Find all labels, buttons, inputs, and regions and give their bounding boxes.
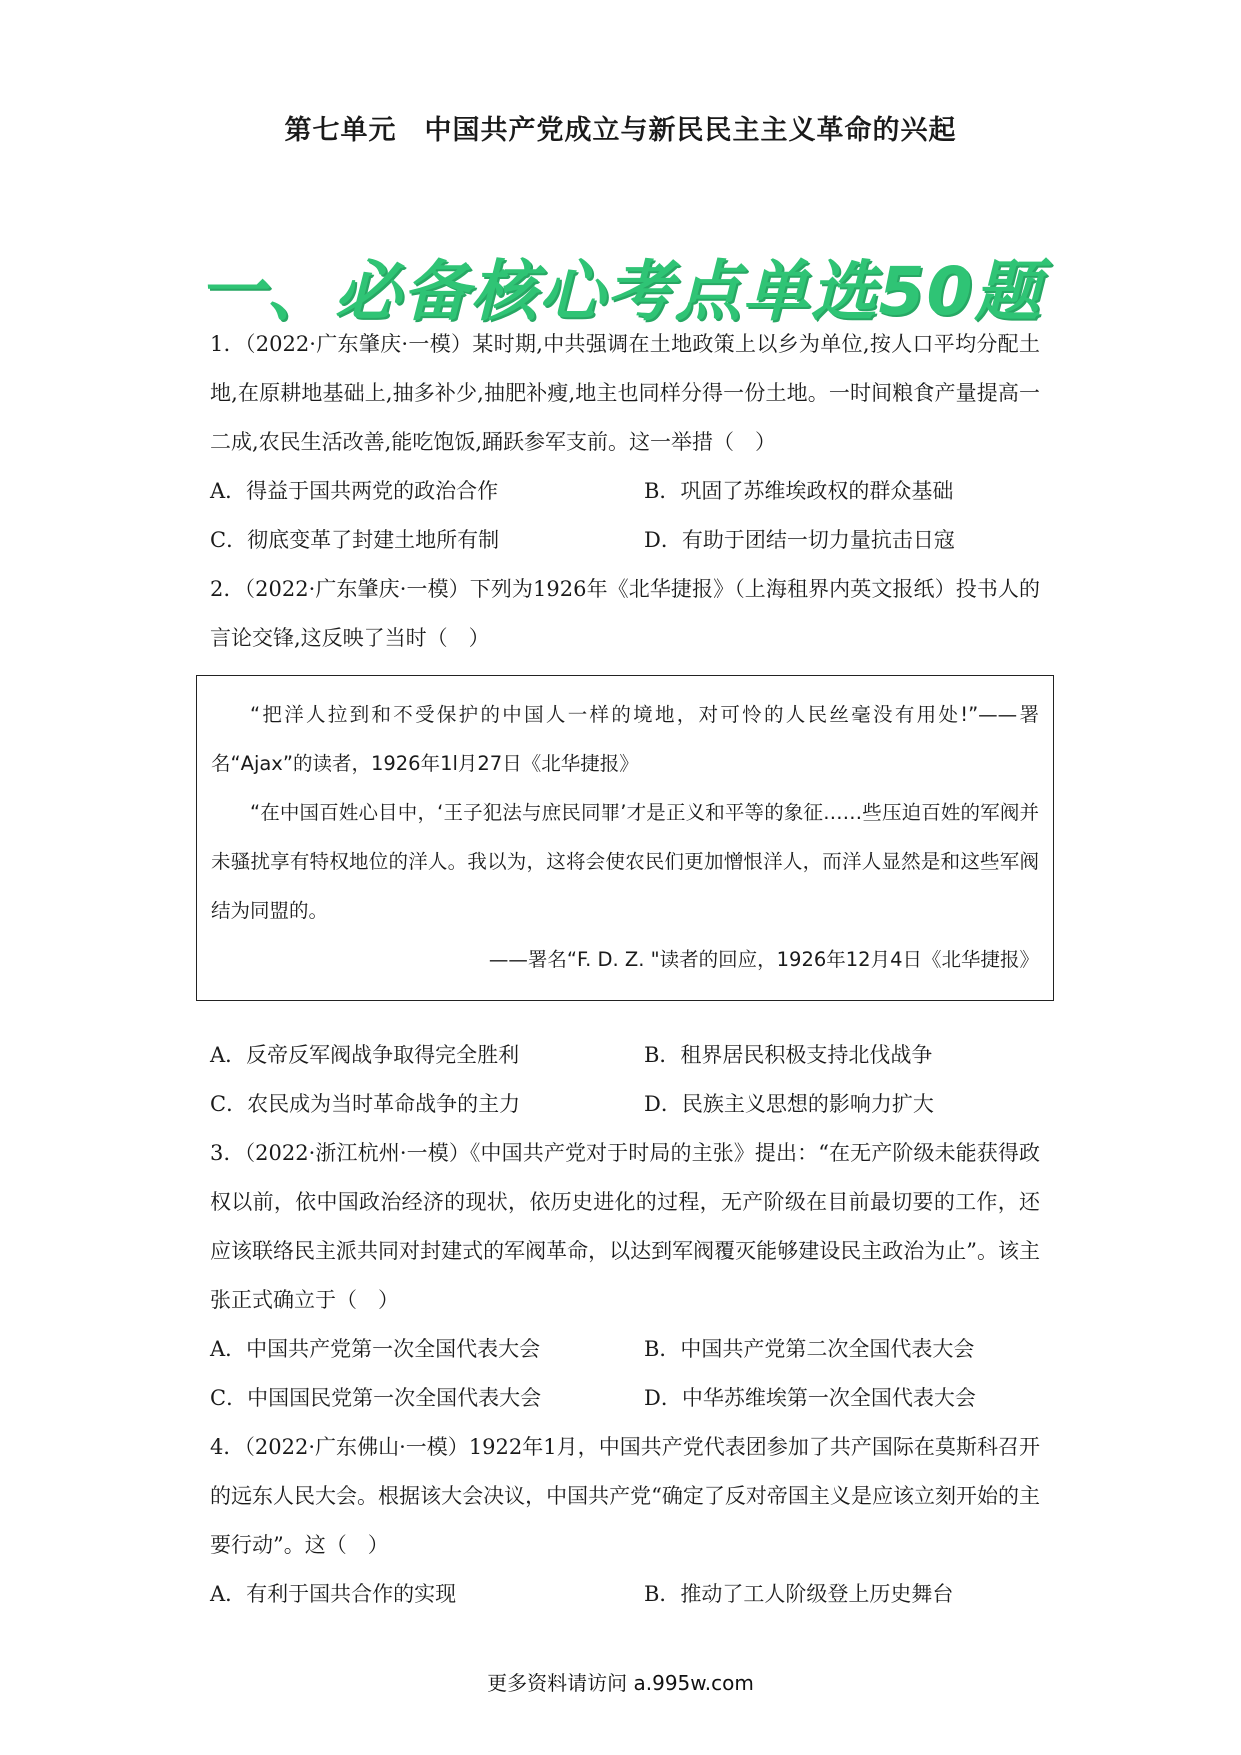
option-d[interactable]: D．中华苏维埃第一次全国代表大会 <box>644 1386 976 1410</box>
option-a[interactable]: A．有利于国共合作的实现 <box>210 1582 457 1606</box>
option-a[interactable]: A．中国共产党第一次全国代表大会 <box>210 1337 541 1361</box>
option-d[interactable]: D．民族主义思想的影响力扩大 <box>644 1092 934 1116</box>
option-b[interactable]: B．中国共产党第二次全国代表大会 <box>644 1337 975 1361</box>
quote-paragraph: “在中国百姓心目中，‘王子犯法与庶民同罪’才是正义和平等的象征……些压迫百姓的军阀并未骚扰享有特权地位的洋人。我以为，这将会使农民们更加憎恨洋人，而洋人显然是和这些军阀结为同盟的。 <box>211 801 1039 922</box>
option-b[interactable]: B．租界居民积极支持北伐战争 <box>644 1043 933 1067</box>
option-list <box>210 467 1040 565</box>
question-1 <box>210 320 1040 565</box>
source-quote-box <box>196 675 1054 1001</box>
question-stem: 4．（2022·广东佛山·一模）1922年1月，中国共产党代表团参加了共产国际在莫斯科召开的远东人民大会。根据该大会决议，中国共产党“确定了反对帝国主义是应该立刻开始的主要行动”。这（ ） <box>210 1435 1040 1557</box>
option-list <box>210 1325 1040 1423</box>
quote-attribution: ——署名“F. D. Z. "读者的回应，1926年12月4日《北华捷报》 <box>488 948 1039 971</box>
option-c[interactable]: C．农民成为当时革命战争的主力 <box>210 1092 521 1116</box>
question-stem: 2．（2022·广东肇庆·一模）下列为1926年《北华捷报》（上海租界内英文报纸）投书人的言论交锋,这反映了当时（ ） <box>210 577 1040 650</box>
question-stem: 3．（2022·浙江杭州·一模）《中国共产党对于时局的主张》提出：“在无产阶级未能获得政权以前，依中国政治经济的现状，依历史进化的过程，无产阶级在目前最切要的工作，还应该联络民主派共同对封建式的军阀革命，以达到军阀覆灭能够建设民主政治为止”。该主张正式确立于（ ） <box>210 1141 1040 1312</box>
option-d[interactable]: D．有助于团结一切力量抗击日寇 <box>644 528 955 552</box>
question-4 <box>210 1423 1040 1619</box>
quote-paragraph: “把洋人拉到和不受保护的中国人一样的境地，对可怜的人民丝毫没有用处!”——署名“Ajax”的读者，1926年1l月27日《北华捷报》 <box>211 703 1039 775</box>
question-2 <box>210 565 1040 1129</box>
option-c[interactable]: C．中国国民党第一次全国代表大会 <box>210 1386 542 1410</box>
question-stem: 1．（2022·广东肇庆·一模）某时期,中共强调在土地政策上以乡为单位,按人口平均分配土地,在原耕地基础上,抽多补少,抽肥补瘦,地主也同样分得一份土地。一时间粮食产量提高一二成,农民生活改善,能吃饱饭,踊跃参军支前。这一举措（ ） <box>210 332 1040 454</box>
page-title: 第七单元 中国共产党成立与新民民主主义革命的兴起 <box>284 115 957 146</box>
option-list <box>210 1570 1040 1619</box>
option-a[interactable]: A．反帝反军阀战争取得完全胜利 <box>210 1043 520 1067</box>
option-c[interactable]: C．彻底变革了封建土地所有制 <box>210 528 500 552</box>
footer-link[interactable]: 更多资料请访问 a.995w.com <box>487 1671 754 1695</box>
question-3 <box>210 1129 1040 1423</box>
option-b[interactable]: B．推动了工人阶级登上历史舞台 <box>644 1582 954 1606</box>
option-a[interactable]: A．得益于国共两党的政治合作 <box>210 479 499 503</box>
question-list <box>210 320 1040 1619</box>
option-b[interactable]: B．巩固了苏维埃政权的群众基础 <box>644 479 954 503</box>
option-list <box>210 1031 1040 1129</box>
section-banner: 一、必备核心考点单选50题 <box>198 253 1043 330</box>
